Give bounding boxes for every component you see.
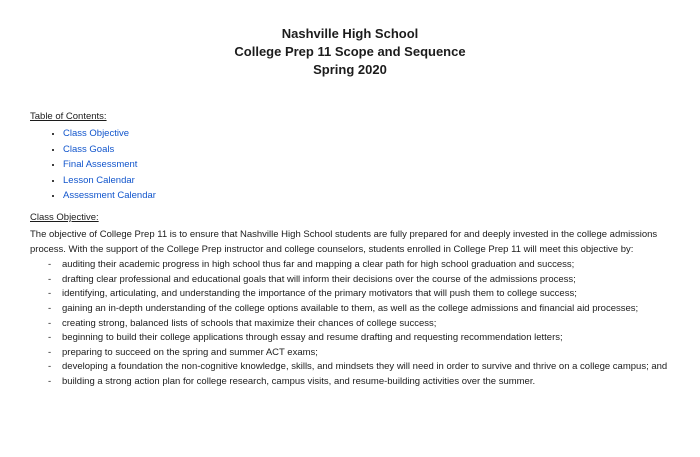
toc-link-assessment-calendar[interactable]: Assessment Calendar: [63, 190, 156, 202]
objective-bullet-item: [30, 317, 670, 332]
objective-bullet-item: [30, 273, 670, 288]
intro-line: The objective of College Prep 11 is to ensure that Nashville High School students are fully prepared for and deeply invested in the college admissions: [30, 228, 658, 240]
toc-item: [63, 157, 670, 173]
objective-bullet-item: [30, 375, 670, 390]
bullet-text: - drafting clear professional and educational goals that will inform their decisions over the course of the admissions process;: [62, 273, 576, 285]
toc-link-lesson-calendar[interactable]: Lesson Calendar: [63, 174, 135, 186]
bullet-text: - auditing their academic progress in high school thus far and mapping a clear path for high school graduation and success;: [62, 259, 575, 271]
toc-item: [63, 173, 670, 189]
toc-link-class-goals[interactable]: Class Goals: [63, 143, 115, 155]
objective-bullet-item: [30, 346, 670, 361]
toc-list: [30, 126, 670, 204]
table-of-contents: [30, 111, 670, 204]
class-objective-bullet-list: [30, 258, 670, 389]
document-title: [30, 25, 670, 79]
toc-link-class-objective[interactable]: Class Objective: [63, 128, 129, 139]
bullet-text: - gaining an in-depth understanding of the college options available to them, as well as the college admissions and financial aid processes;: [62, 302, 639, 314]
toc-item: [63, 126, 670, 142]
title-line-course: College Prep 11 Scope and Sequence: [234, 44, 466, 59]
bullet-text: - developing a foundation the non-cognitive knowledge, skills, and mindsets they will need in order to survive and thrive on a college campus; and: [62, 361, 668, 373]
toc-link-final-assessment[interactable]: Final Assessment: [63, 159, 138, 171]
objective-bullet-item: [30, 302, 670, 317]
bullet-text: - beginning to build their college applications through essay and resume drafting and requesting recommendation letters;: [62, 332, 563, 344]
title-line-term: Spring 2020: [313, 62, 387, 77]
class-objective-intro: [30, 228, 670, 257]
class-objective-section: [30, 212, 670, 390]
bullet-text: - building a strong action plan for college research, campus visits, and resume-building activities over the summer.: [62, 375, 536, 387]
toc-item: [63, 188, 670, 204]
title-line-school: Nashville High School: [281, 26, 419, 41]
bullet-text: - creating strong, balanced lists of schools that maximize their chances of college success;: [62, 317, 437, 329]
intro-line: process. With the support of the College Prep instructor and college counselors, students enrolled in College Prep 11 will meet this objective by:: [30, 243, 634, 255]
objective-bullet-item: [30, 331, 670, 346]
objective-bullet-item: [30, 258, 670, 273]
toc-item: [63, 142, 670, 158]
toc-heading: Table of Contents:: [30, 111, 107, 122]
class-objective-heading: Class Objective:: [30, 211, 99, 223]
bullet-text: - identifying, articulating, and understanding the importance of the primary motivators that will push them to college success;: [62, 288, 577, 300]
objective-bullet-item: [30, 360, 670, 375]
bullet-text: - preparing to succeed on the spring and summer ACT exams;: [62, 346, 318, 358]
objective-bullet-item: [30, 287, 670, 302]
